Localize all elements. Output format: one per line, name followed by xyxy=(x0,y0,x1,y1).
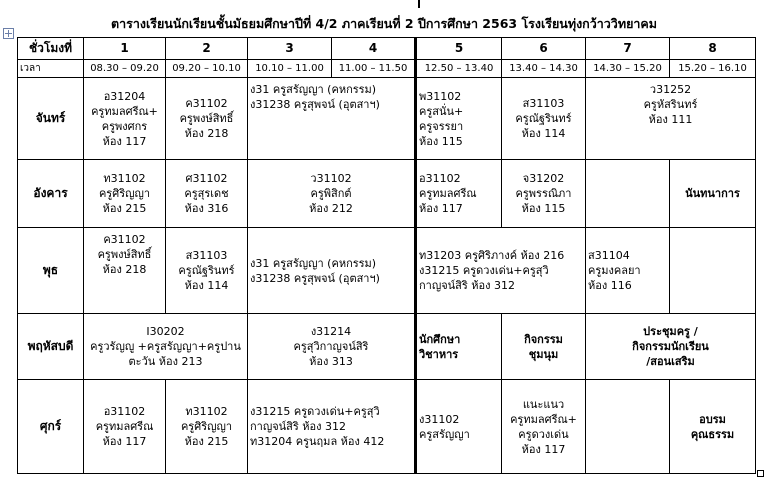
class-cell[interactable] xyxy=(502,380,586,474)
timetable xyxy=(17,37,756,474)
cell-line: ห้อง 212 xyxy=(309,202,353,215)
cell-line: กาญจน์สิริ ห้อง 312 xyxy=(250,420,347,433)
cell-line: ครูพงษ์สิทธิ์ xyxy=(97,248,152,261)
day-label-thursday: พฤหัสบดี xyxy=(18,314,84,380)
cell-line: อ31204 xyxy=(103,89,146,103)
cell-line: ห้อง 215 xyxy=(102,202,147,215)
cell-line: ห้อง 313 xyxy=(309,355,353,368)
cell-line: ครูทมลศรีณ+ xyxy=(510,412,577,426)
class-cell[interactable] xyxy=(166,380,248,474)
period-number: 6 xyxy=(502,38,586,60)
class-cell[interactable] xyxy=(670,380,756,474)
cell-line: ครูพรรณิภา xyxy=(515,187,572,200)
cell-line: ครูสุรเดช xyxy=(184,187,229,200)
day-label-wednesday: พุธ xyxy=(18,228,84,314)
cell-line: ง31102 xyxy=(419,412,460,426)
cell-line: ครูวรัญญู +ครูสรัญญา+ครูปาน xyxy=(90,340,241,353)
cell-line: ส31104 xyxy=(588,249,630,262)
cell-line: ครูศิริญญา xyxy=(98,187,151,200)
cell-line: ครูมงคลยา xyxy=(588,264,641,277)
cell-line: ห้อง 117 xyxy=(521,442,566,456)
period-time: 12.50 – 13.40 xyxy=(416,60,502,78)
cell-line: ง31215 ครูดวงเด่น+ครูสุวิ xyxy=(419,264,549,277)
cell-line: ครูสรัญญา xyxy=(419,427,470,441)
cell-line: แนะแนว xyxy=(522,397,565,411)
cell-line: ห้อง 117 xyxy=(102,134,147,148)
class-cell[interactable] xyxy=(166,228,248,314)
page-title: ตารางเรียนนักเรียนชั้นมัธยมศึกษาปีที่ 4/2 ภาคเรียนที่ 2 ปีการศึกษา 2563 โรงเรียนทุ่งกว้าววิทยาคม xyxy=(110,16,658,31)
cell-line: ห้อง 215 xyxy=(184,435,229,448)
cell-line: คุณธรรม xyxy=(690,427,735,441)
cell-line: ว31252 xyxy=(649,83,692,96)
class-cell[interactable] xyxy=(416,160,502,228)
cell-line: ครูดวงเด่น xyxy=(518,427,569,441)
text-cursor xyxy=(418,0,420,8)
class-cell[interactable] xyxy=(586,380,670,474)
cell-line: ห้อง 116 xyxy=(588,279,632,292)
period-number: 3 xyxy=(248,38,332,60)
cell-line: ครูสนั่น+ xyxy=(419,104,464,118)
cell-line: ห้อง 114 xyxy=(184,279,229,292)
class-cell[interactable] xyxy=(586,228,670,314)
period-number: 5 xyxy=(416,38,502,60)
class-cell[interactable] xyxy=(84,228,166,314)
cell-line: ส31103 xyxy=(185,249,228,262)
cell-line: ท31102 xyxy=(103,172,146,185)
class-cell[interactable] xyxy=(166,160,248,228)
table-resize-handle-icon[interactable] xyxy=(757,470,764,477)
cell-line: ครูณัฐรินทร์ xyxy=(178,264,235,277)
cell-line: ห้อง 218 xyxy=(102,263,147,276)
period-time: 13.40 – 14.30 xyxy=(502,60,586,78)
cell-line: I30202 xyxy=(146,325,185,338)
class-cell[interactable] xyxy=(670,160,756,228)
period-number: 4 xyxy=(332,38,416,60)
cell-line: ท31102 xyxy=(185,405,228,418)
cell-line: จ31202 xyxy=(522,172,565,185)
period-time: 10.10 – 11.00 xyxy=(248,60,332,78)
cell-line: ง31215 ครูดวงเด่น+ครูสุวิ xyxy=(250,405,380,418)
cell-line: ครูจรรยา xyxy=(419,119,464,133)
period-number: 8 xyxy=(670,38,756,60)
cell-line: ห้อง 117 xyxy=(102,435,147,448)
cell-line: อ31102 xyxy=(103,405,146,418)
cell-line: ห้อง 316 xyxy=(184,202,229,215)
class-cell[interactable] xyxy=(248,314,416,380)
cell-line: ครูพงษ์สิทธิ์ xyxy=(179,112,234,125)
cell-line: ง31 ครูสรัญญา (คหกรรม) xyxy=(250,83,377,96)
class-cell[interactable] xyxy=(84,380,166,474)
cell-line: ประชุมครู / xyxy=(643,325,698,338)
cell-line: ง31214 xyxy=(310,325,352,338)
class-cell[interactable] xyxy=(248,380,416,474)
class-cell[interactable] xyxy=(84,78,166,160)
period-time: 08.30 – 09.20 xyxy=(84,60,166,78)
cell-line: ครูศิริญญา xyxy=(180,420,233,433)
class-cell[interactable] xyxy=(502,160,586,228)
cell-line: อบรม xyxy=(699,412,726,426)
cell-line: ครูสุวิกาญจน์สิริ xyxy=(293,340,369,353)
cell-line: ค31102 xyxy=(103,233,146,246)
table-move-handle-icon[interactable] xyxy=(3,28,14,39)
period-time: 14.30 – 15.20 xyxy=(586,60,670,78)
cell-line: ครูพงศกร xyxy=(101,119,148,133)
period-number: 7 xyxy=(586,38,670,60)
class-cell[interactable] xyxy=(416,380,502,474)
cell-line: กิจกรรมนักเรียน xyxy=(632,340,709,353)
class-cell[interactable] xyxy=(502,314,586,380)
period-header-label: ชั่วโมงที่ xyxy=(18,38,84,60)
cell-line: ท31204 ครูนฤมล ห้อง 412 xyxy=(250,435,385,448)
class-cell[interactable] xyxy=(586,160,670,228)
class-cell[interactable] xyxy=(248,160,416,228)
cell-line: /สอนเสริม xyxy=(646,355,695,368)
cell-line: ครูทมลศรีณ xyxy=(95,420,154,433)
cell-line: ท31203 ครูศิริภางค์ ห้อง 216 xyxy=(419,249,565,262)
cell-line: ห้อง 114 xyxy=(521,127,566,140)
period-number: 1 xyxy=(84,38,166,60)
cell-line: อ31102 xyxy=(419,172,461,185)
cell-line: ครูณัฐรินทร์ xyxy=(515,112,572,125)
class-cell[interactable] xyxy=(248,78,416,160)
cell-line: ครูหัสรินทร์ xyxy=(643,98,698,111)
cell-line: ง31 ครูสรัญญา (คหกรรม) xyxy=(250,256,377,270)
cell-line: กิจกรรม xyxy=(524,332,563,346)
cell-line: ศ31102 xyxy=(185,172,228,185)
class-cell[interactable] xyxy=(586,78,756,160)
class-cell[interactable] xyxy=(502,78,586,160)
class-cell[interactable] xyxy=(166,78,248,160)
cell-line: ว31102 xyxy=(310,172,352,185)
time-header-label: เวลา xyxy=(18,60,84,78)
period-time: 11.00 – 11.50 xyxy=(332,60,416,78)
class-cell[interactable] xyxy=(416,228,586,314)
cell-line: ห้อง 111 xyxy=(648,113,693,126)
day-label-monday: จันทร์ xyxy=(18,78,84,160)
cell-line: ชุมนุม xyxy=(528,347,559,361)
cell-line: ค31102 xyxy=(185,97,228,110)
period-time: 09.20 – 10.10 xyxy=(166,60,248,78)
period-time: 15.20 – 16.10 xyxy=(670,60,756,78)
cell-line: ห้อง 115 xyxy=(419,134,463,148)
cell-line: ห้อง 218 xyxy=(184,127,229,140)
cell-line: กาญจน์สิริ ห้อง 312 xyxy=(419,279,516,292)
cell-line: พ31102 xyxy=(419,89,462,103)
cell-line: ห้อง 117 xyxy=(419,202,463,215)
class-cell[interactable] xyxy=(416,314,502,380)
cell-line: ครูทมลศรีณ xyxy=(419,187,477,200)
period-number: 2 xyxy=(166,38,248,60)
day-label-tuesday: อังคาร xyxy=(18,160,84,228)
class-cell[interactable] xyxy=(248,228,416,314)
class-cell[interactable] xyxy=(84,314,248,380)
cell-line: ง31238 ครูสุพจน์ (อุตสาฯ) xyxy=(250,271,380,285)
cell-line: ตะวัน ห้อง 213 xyxy=(128,355,203,368)
class-cell[interactable] xyxy=(670,228,756,314)
cell-line: นักศึกษา xyxy=(419,332,461,346)
cell-line: ส31103 xyxy=(522,97,565,110)
cell-line: ครูทมลศรีณ+ xyxy=(91,104,158,118)
cell-line: วิชาหาร xyxy=(419,347,459,361)
class-cell[interactable] xyxy=(416,78,502,160)
cell-line: ง31238 ครูสุพจน์ (อุตสาฯ) xyxy=(250,98,380,111)
day-label-friday: ศุกร์ xyxy=(18,380,84,474)
class-cell[interactable] xyxy=(84,160,166,228)
class-cell[interactable] xyxy=(586,314,756,380)
cell-line: นันทนาการ xyxy=(685,187,740,200)
cell-line: ห้อง 115 xyxy=(521,202,566,215)
cell-line: ครูพิสิกต์ xyxy=(310,187,352,200)
